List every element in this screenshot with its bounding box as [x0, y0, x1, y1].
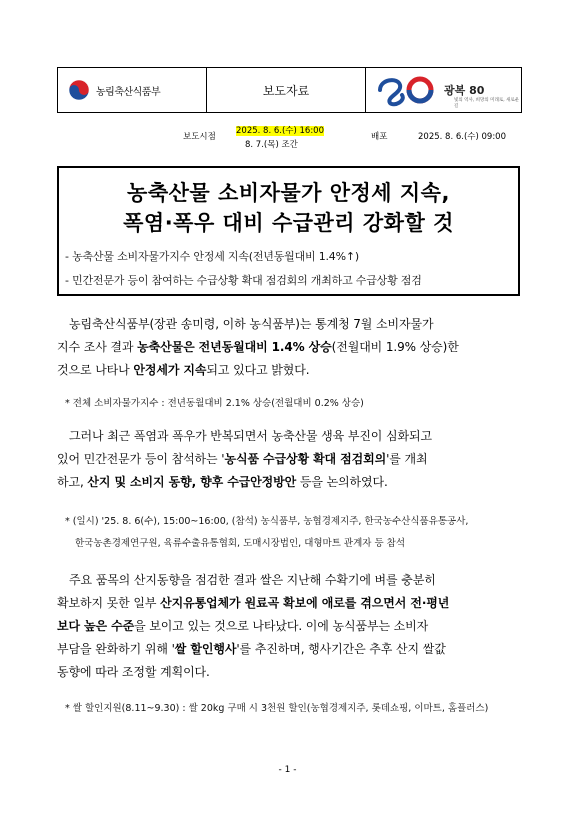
p1-line-1: 농림축산식품부(장관 송미령, 이하 농식품부)는 통계청 7월 소비자물가: [69, 317, 434, 331]
p1-l2-text: 지수 조사 결과: [57, 340, 138, 354]
body-paragraph-3: [57, 569, 527, 684]
p1-l2-tail: (전월대비 1.9% 상승)한: [331, 340, 459, 354]
p3-line-3: [57, 615, 527, 638]
p1-line-3: [57, 359, 527, 382]
ministry-name: 농림축산식품부: [96, 86, 161, 98]
p2-l3-text: 하고,: [57, 475, 88, 489]
liberation80-logo-block: [366, 68, 521, 112]
subheadline-bullet-2: - 민간전문가 등이 참여하는 수급상황 확대 점검회의 개최하고 수급상황 점검: [65, 274, 422, 287]
distribution-label: 배포: [371, 132, 388, 142]
p1-l3-bold: 안정세가 지속: [133, 363, 207, 377]
embargo-label: 보도시점: [183, 132, 216, 142]
p2-l3-bold: 산지 및 소비지 동향, 향후 수급안정방안: [87, 475, 297, 489]
p1-l2-bold: 농축산물은 전년동월대비 1.4% 상승: [137, 340, 332, 354]
p3-line-2: [57, 592, 527, 615]
p2-line-1: 그러나 최근 폭염과 폭우가 반복되면서 농축산물 생육 부진이 심화되고: [69, 429, 432, 443]
p1-line-2: [57, 336, 527, 359]
p3-l2-bold: 산지유통업체가 원료곡 확보에 애로를 겪으면서 전·평년: [160, 596, 450, 610]
distribution-date: 2025. 8. 6.(수) 09:00: [418, 132, 506, 142]
liberation-80-logo-icon: [376, 73, 438, 107]
footnote-meeting-1: * (일시) '25. 8. 6(수), 15:00~16:00, (참석) 농식품부, 농협경제지주, 한국농수산식품유통공사,: [65, 516, 469, 527]
p3-l3-bold: 보다 높은 수준: [57, 619, 135, 633]
embargo-date-secondary: 8. 7.(목) 조간: [245, 140, 298, 150]
embargo-date-primary: [236, 124, 324, 136]
headline-line-2: 폭염·폭우 대비 수급관리 강화할 것: [123, 211, 454, 235]
headline-line-1: 농축산물 소비자물가 안정세 지속,: [127, 181, 450, 205]
p3-line-1: 주요 품목의 산지동향을 점검한 결과 쌀은 지난해 수확기에 벼를 충분히: [69, 573, 436, 587]
p3-l4-bold: 쌀 할인행사: [174, 642, 237, 656]
taegeuk-emblem-icon: [68, 79, 90, 101]
ministry-block: [58, 68, 206, 112]
p3-l4-tail: '를 추진하며, 행사기간은 추후 산지 쌀값: [236, 642, 446, 656]
p2-line-2: [57, 448, 527, 471]
footnote-meeting-2: 한국농촌경제연구원, 육류수출유통협회, 도매시장법인, 대형마트 관계자 등 참석: [75, 538, 406, 549]
doc-type: 보도자료: [206, 68, 366, 112]
p2-line-3: [57, 471, 527, 494]
subheadline-bullet-1: - 농축산물 소비자물가지수 안정세 지속(전년동월대비 1.4%↑): [65, 250, 359, 263]
p3-l2-text: 확보하지 못한 일부: [57, 596, 161, 610]
p2-l2-text: 있어 민간전문가 등이 참석하는 ': [57, 452, 225, 466]
press-header: [57, 67, 522, 113]
footnote-rice-discount: * 쌀 할인지원(8.11~9.30) : 쌀 20kg 구매 시 3천원 할인(농협경제지주, 롯데쇼핑, 이마트, 홈플러스): [65, 703, 489, 714]
logo-subtext: 빛의 역사, 희망의 미래로, 새로운 길: [454, 98, 520, 109]
footnote-cpi: * 전체 소비자물가지수 : 전년동월대비 2.1% 상승(전월대비 0.2% 상승): [65, 398, 364, 409]
p2-l2-bold: 농식품 수급상황 확대 점검회의: [224, 452, 387, 466]
p2-l3-tail: 등을 논의하였다.: [296, 475, 388, 489]
p3-line-5: 동향에 따라 조정할 계획이다.: [57, 665, 210, 679]
p3-l3-text: 을 보이고 있는 것으로 나타났다. 이에 농식품부는 소비자: [134, 619, 429, 633]
body-paragraph-1: [57, 313, 527, 382]
body-paragraph-2: [57, 425, 527, 494]
embargo-date-highlight: 2025. 8. 6.(수) 16:00: [236, 126, 324, 136]
page-number: - 1 -: [278, 765, 297, 775]
p1-l3-tail: 되고 있다고 밝혔다.: [206, 363, 310, 377]
p1-l3-text: 것으로 나타나: [57, 363, 134, 377]
headline-box: [57, 166, 520, 296]
p2-l2-tail: '를 개최: [386, 452, 428, 466]
p3-l4-text: 부담을 완화하기 위해 ': [57, 642, 175, 656]
p3-line-4: [57, 638, 527, 661]
logo-text: 광복 80: [444, 84, 485, 97]
